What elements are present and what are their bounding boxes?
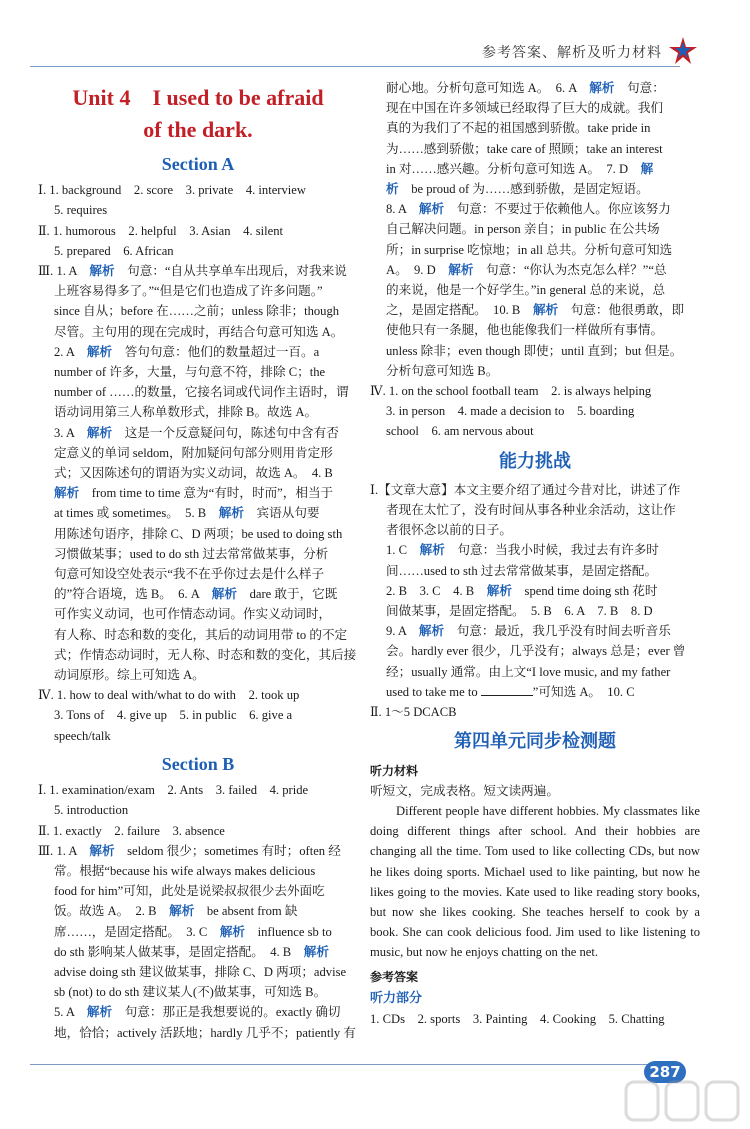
text-segment: 句意：那正是我想要说的。exactly 确切 xyxy=(112,1005,341,1020)
text-segment: 9. A xyxy=(386,624,419,639)
text-line xyxy=(38,483,358,503)
text-line xyxy=(370,219,700,239)
text-line xyxy=(38,1002,358,1022)
unit-test-heading: 第四单元同步检测题 xyxy=(454,731,616,753)
section-a-answers-4 xyxy=(38,685,358,746)
text-line: 5. requires xyxy=(54,203,108,218)
analysis-label: 解析 xyxy=(419,542,445,558)
text-line xyxy=(38,503,358,523)
text-line xyxy=(38,625,358,645)
text-segment: from time to time 意为“有时，时而”，相当于 xyxy=(79,486,334,501)
text-segment: 式；作情态动词时，无人称、时态和数的变化，其后接 xyxy=(54,647,357,662)
text-segment: 习惯做某事；used to do sth 过去常常做某事，分析 xyxy=(54,546,329,561)
text-line xyxy=(370,520,700,540)
text-line xyxy=(38,443,358,463)
text-line xyxy=(370,98,700,118)
text-line xyxy=(38,301,358,321)
text-line xyxy=(38,402,358,422)
text-line xyxy=(38,322,358,342)
text-segment: 之，是固定搭配。 10. B xyxy=(386,303,533,318)
text-segment: 1. C xyxy=(386,543,420,558)
text-line xyxy=(38,942,358,962)
text-segment: 语动词用第三人称单数形式，排除 B。故选 A。 xyxy=(54,405,318,420)
text-line xyxy=(38,645,358,665)
analysis-label: 解析 xyxy=(418,623,445,639)
analysis-label: 解析 xyxy=(589,80,615,95)
section-a-answers-1 xyxy=(38,180,358,261)
text-line xyxy=(370,581,700,601)
section-b-answers-4 xyxy=(370,381,700,442)
listening-answers: 1. CDs 2. sports 3. Painting 4. Cooking 5. Chatting xyxy=(370,1011,665,1026)
text-line xyxy=(38,861,358,881)
analysis-label: 解析 xyxy=(219,923,246,939)
right-column xyxy=(370,78,700,1029)
unit-title: Unit 4 I used to be afraid of the dark. xyxy=(72,85,324,142)
listening-part-label: 听力部分 xyxy=(370,990,423,1006)
text-segment: 句意：“你认为杰克怎么样？”“总 xyxy=(473,262,667,277)
analysis-label: 解析 xyxy=(86,343,113,359)
text-segment: unless 除非；even though 即使；until 直到；but 但是。 xyxy=(386,343,683,358)
text-segment: Ⅰ.【文章大意】本文主要介绍了通过今昔对比，讲述了作 xyxy=(370,482,681,497)
text-segment: 句意：当我小时候，我过去有许多时 xyxy=(444,543,659,558)
reference-answer-label: 参考答案 xyxy=(370,969,419,984)
text-line xyxy=(370,280,700,300)
text-line xyxy=(370,480,700,500)
text-line xyxy=(38,423,358,443)
text-segment: 8. A xyxy=(386,202,419,217)
footer-rule xyxy=(30,1064,660,1065)
text-segment: dare 敢于，它既 xyxy=(236,587,338,602)
analysis-label: 解析 xyxy=(486,582,512,598)
text-segment: 句意： xyxy=(614,81,665,95)
text-line xyxy=(38,524,358,544)
text-segment: sb (not) to do sth 建议某人(不)做某事，可知选 B。 xyxy=(54,985,327,1000)
text-line: 3. Tons of 4. give up 5. in public 6. give a xyxy=(54,708,293,723)
text-line: 5. introduction xyxy=(54,803,129,818)
text-line xyxy=(370,260,700,280)
text-line xyxy=(370,118,700,138)
text-line xyxy=(370,179,700,199)
text-segment: be absent from 缺 xyxy=(194,904,298,919)
text-segment: 句意：他很勇敢，即 xyxy=(558,303,685,318)
text-line xyxy=(370,601,700,621)
ability-challenge-answers xyxy=(370,480,700,682)
text-line: Ⅳ. 1. how to deal with/what to do with 2. took up xyxy=(38,688,300,703)
section-b-answers-3 xyxy=(38,841,358,1043)
text-segment: 定意义的单词 seldom，附加疑问句部分则用肯定形 xyxy=(54,445,333,460)
text-segment: 5. A xyxy=(54,1005,87,1020)
text-segment: 的来说，他是一个好学生。”in general 总的来说，总 xyxy=(386,283,666,298)
text-line: Ⅰ. 1. examination/exam 2. Ants 3. failed 4. pride xyxy=(38,783,309,798)
text-segment: 席……，是固定搭配。 3. C xyxy=(54,924,220,939)
text-segment: seldom 很少；sometimes 有时；often 经 xyxy=(114,843,341,858)
section-a-answers-3 xyxy=(38,261,358,685)
text-segment: 3. A xyxy=(54,425,87,440)
text-segment: 耐心地。分析句意可知选 A。 6. A xyxy=(386,81,590,95)
text-line xyxy=(38,382,358,402)
analysis-label: 解析 xyxy=(532,302,559,318)
text-line: Ⅳ. 1. on the school football team 2. is always helping xyxy=(370,384,652,399)
text-segment: 的”符合语境，选 B。 6. A xyxy=(54,587,212,602)
text-line xyxy=(38,584,358,604)
section-ii-answers: Ⅱ. 1～5 DCACB xyxy=(370,705,457,720)
text-segment: 2. A xyxy=(54,344,87,359)
text-line xyxy=(38,544,358,564)
text-segment: 用陈述句语序，排除 C、D 两项；be used to doing sth xyxy=(54,526,343,541)
running-header: 参考答案、解析及听力材料 xyxy=(482,45,662,61)
text-line xyxy=(370,320,700,340)
section-a-heading: Section A xyxy=(161,154,235,174)
section-b-heading: Section B xyxy=(161,753,235,774)
text-line: speech/talk xyxy=(54,728,111,743)
text-line xyxy=(38,342,358,362)
text-line: Ⅱ. 1. exactly 2. failure 3. absence xyxy=(38,823,225,838)
text-segment: at times 或 sometimes。 5. B xyxy=(54,506,219,521)
text-segment: spend time doing sth 花时 xyxy=(511,583,658,598)
text-line xyxy=(38,881,358,901)
text-segment: A。 9. D xyxy=(386,262,449,277)
text-line xyxy=(370,641,700,661)
text-line xyxy=(370,240,700,260)
text-segment: 者现在太忙了，没有时间从事各种业余活动，这让作 xyxy=(386,503,676,518)
text-line xyxy=(370,300,700,320)
text-line xyxy=(38,463,358,483)
text-segment: Ⅲ. 1. A xyxy=(38,264,90,279)
text-line xyxy=(370,361,700,381)
text-segment: advise doing sth 建议做某事，排除 C、D 两项；advise xyxy=(54,964,347,979)
text-segment: 间做某事，是固定搭配。 5. B 6. A 7. B 8. D xyxy=(386,604,653,619)
text-segment: number of 许多，大量，与句意不符，排除 C；the xyxy=(54,365,326,380)
analysis-label: 解析 xyxy=(303,943,329,959)
analysis-label: 解析 xyxy=(211,586,237,602)
analysis-label: 析 xyxy=(386,181,399,197)
text-segment: 间……used to sth 过去常常做某事，是固定搭配。 xyxy=(386,563,658,578)
left-column xyxy=(38,78,358,1043)
text-segment: 地，恰恰；actively 活跃地；hardly 几乎不；patiently 有 xyxy=(54,1025,356,1040)
text-line xyxy=(38,901,358,921)
ability-challenge-heading: 能力挑战 xyxy=(499,450,571,472)
text-segment: 自己解决问题。in person 亲自；in public 在公共场 xyxy=(386,222,660,237)
text-line: 3. in person 4. made a decision to 5. boarding xyxy=(386,404,635,419)
text-line xyxy=(370,561,700,581)
text-line xyxy=(38,281,358,301)
listening-intro: 听短文，完成表格。短文读两遍。 xyxy=(370,783,559,798)
text-line xyxy=(38,604,358,624)
text-segment: 2. B 3. C 4. B xyxy=(386,583,487,598)
text-line: Ⅱ. 1. humorous 2. helpful 3. Asian 4. silent xyxy=(38,223,284,238)
analysis-label: 解 xyxy=(640,160,654,176)
text-line xyxy=(370,139,700,159)
text-line: 5. prepared 6. African xyxy=(54,243,174,258)
section-b-answers-1 xyxy=(38,780,358,841)
text-line xyxy=(370,621,700,641)
text-segment: number of ……的数量，它接名词或代词作主语时，谓 xyxy=(54,385,349,400)
text-segment: 句意：不要过于依赖他人。你应该努力 xyxy=(444,202,671,217)
analysis-label: 解析 xyxy=(418,201,445,217)
text-line xyxy=(370,159,700,179)
text-segment: 尽管。主句用的现在完成时，再结合句意可知选 A。 xyxy=(54,324,344,339)
text-line xyxy=(38,962,358,982)
analysis-label: 解析 xyxy=(218,505,244,521)
text-line xyxy=(38,261,358,281)
text-line xyxy=(38,564,358,584)
text-segment: 使他只有一条腿，他也能像我们一样做所有事情。 xyxy=(386,323,664,338)
text-segment: 分析句意可知选 B。 xyxy=(386,363,499,378)
text-segment: be proud of 为……感到骄傲，是固定短语。 xyxy=(398,182,649,197)
listening-material-label: 听力材料 xyxy=(370,763,419,778)
text-line xyxy=(38,982,358,1002)
text-segment: 可作实义动词，也可作情态动词。作实义动词时， xyxy=(54,607,332,622)
text-segment: 现在中国在许多领域已经取得了巨大的成就。我们 xyxy=(386,101,664,116)
text-segment: influence sb to xyxy=(245,924,332,939)
text-line: Ⅰ. 1. background 2. score 3. private 4. interview xyxy=(38,183,306,198)
text-segment: 动词原形。综上可知选 A。 xyxy=(54,668,205,683)
text-line: school 6. am nervous about xyxy=(386,424,534,439)
star-logo-icon xyxy=(668,36,698,66)
text-segment: 经；usually 通常。由上文“I love music, and my father xyxy=(386,664,671,679)
watermark-logo-icon xyxy=(622,1078,742,1124)
text-segment: 这是一个反意疑问句，陈述句中含有否 xyxy=(112,425,339,440)
text-segment: 句意可知设空处表示“我不在乎你过去是什么样子 xyxy=(54,567,325,582)
text-segment: 者很怀念以前的日子。 xyxy=(386,523,512,538)
text-line xyxy=(370,540,700,560)
text-segment: food for him”可知，此处是说梁叔叔很少去外面吃 xyxy=(54,884,325,899)
text-line xyxy=(370,500,700,520)
page-number: 287 xyxy=(644,1061,686,1083)
analysis-label: 解析 xyxy=(89,842,115,858)
text-segment: 为……感到骄傲；take care of 照顾；take an interest xyxy=(386,141,663,156)
text-segment: in 对……感兴趣。分析句意可知选 A。 7. D xyxy=(386,161,641,176)
text-segment: 真的为我们了不起的祖国感到骄傲。take pride in xyxy=(386,121,651,136)
listening-passage: Different people have different hobbies. My classmates like doing different things after school. And their hobbies are changing all the time. Tom used to like collecting CDs, but now he likes doing sports. Michael used to like painting, but now he likes going to the movies. Kate used to like reading story books, but now she likes cooking. She teaches herself to cook by a book. She can cook delicious food. Jim used to like listening to music, but now he enjoys chatting on the net. xyxy=(370,803,700,960)
text-segment: 上班容易得多了。”“但是它们也造成了许多问题。” xyxy=(54,284,323,299)
header-rule xyxy=(30,66,680,67)
analysis-label: 解析 xyxy=(89,263,115,279)
analysis-label: 解析 xyxy=(54,485,80,501)
text-line xyxy=(38,1023,358,1043)
text-segment: Ⅲ. 1. A xyxy=(38,843,90,858)
text-line xyxy=(370,199,700,219)
text-line xyxy=(38,841,358,861)
text-segment: 答句句意：他们的数量超过一百。a xyxy=(112,344,320,359)
text-segment: 句意：最近，我几乎没有时间去听音乐 xyxy=(444,624,671,639)
text-line xyxy=(370,341,700,361)
text-line xyxy=(370,78,700,98)
text-line xyxy=(38,665,358,685)
analysis-label: 解析 xyxy=(169,903,195,919)
text-segment: 常。根据“because his wife always makes delicious xyxy=(54,863,316,878)
text-segment: 句意：“自从共享单车出现后，对我来说 xyxy=(114,264,347,279)
text-line xyxy=(38,362,358,382)
text-line xyxy=(370,662,700,682)
text-segment: 饭。故选 A。 2. B xyxy=(54,904,170,919)
section-b-answers-continued xyxy=(370,78,700,381)
text-segment: 所；in surprise 吃惊地；in all 总共。分析句意可知选 xyxy=(386,242,673,257)
analysis-label: 解析 xyxy=(86,1004,113,1020)
used-to-take-line: used to take me to ”可知选 A。 10. C xyxy=(386,684,635,699)
analysis-label: 解析 xyxy=(86,424,113,440)
text-segment: 式；又因陈述句的谓语为实义动词，故选 A。 4. B xyxy=(54,466,333,481)
text-segment: 宾语从句要 xyxy=(243,506,320,521)
text-line xyxy=(38,922,358,942)
fill-blank xyxy=(481,683,533,696)
text-segment: since 自从；before 在……之前；unless 除非；though xyxy=(54,304,340,319)
text-segment: do sth 影响某人做某事，是固定搭配。 4. B xyxy=(54,944,304,959)
text-segment: 会。hardly ever 很少，几乎没有；always 总是；ever 曾 xyxy=(386,644,686,659)
analysis-label: 解析 xyxy=(448,261,474,277)
text-segment: 有人称、时态和数的变化，其后的动词用带 to 的不定 xyxy=(54,627,348,642)
